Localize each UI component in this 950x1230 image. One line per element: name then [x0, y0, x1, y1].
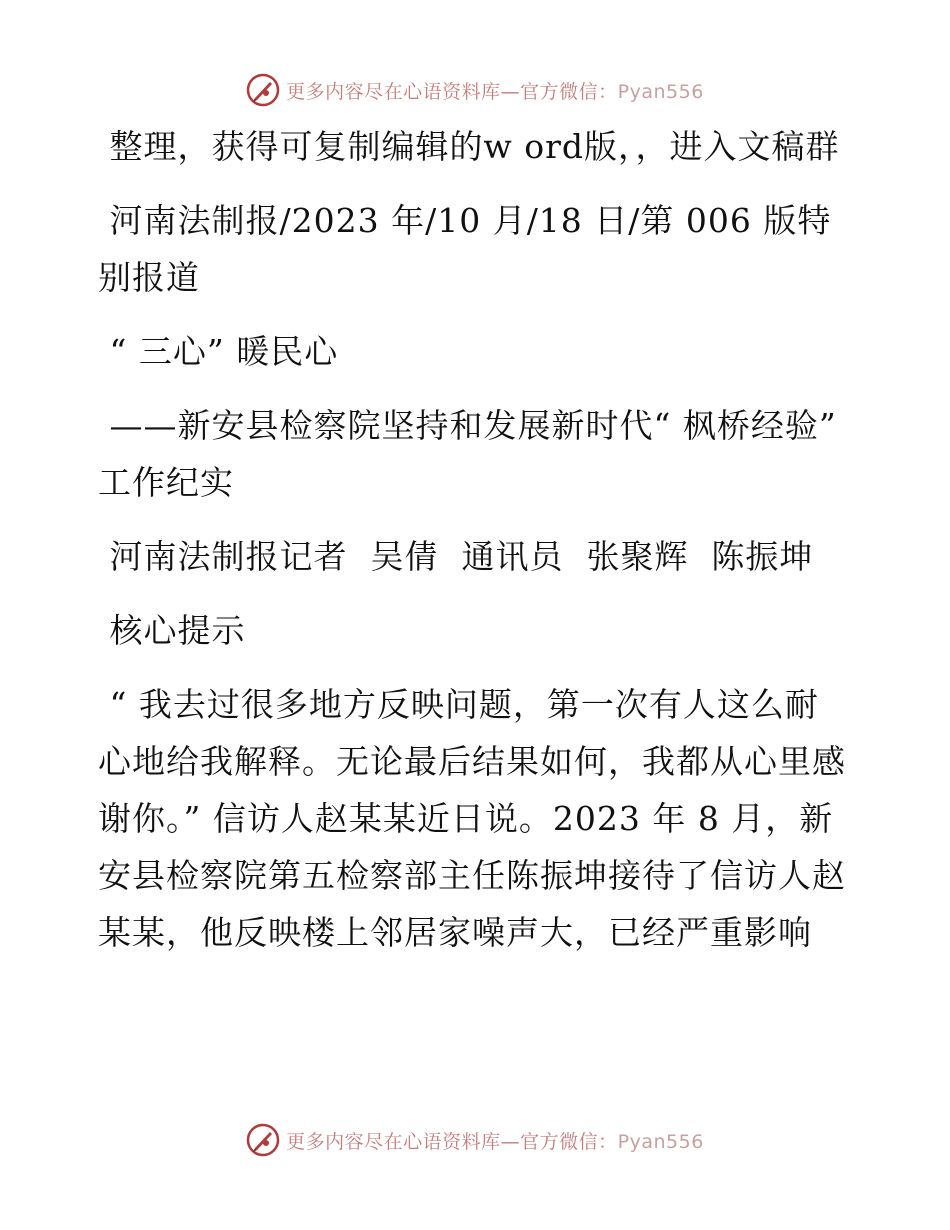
article-subtitle: ——新安县检察院坚持和发展新时代“ 枫桥经验” 工作纪实: [98, 406, 849, 502]
section-heading: 核心提示: [98, 611, 246, 650]
article-byline: 河南法制报记者 吴倩 通讯员 张聚辉 陈振坤: [98, 537, 814, 576]
watermark-wechat-id: Pyan556: [617, 80, 704, 103]
paragraph-body: “ 我去过很多地方反映问题，第一次有人这么耐心地给我解释。无论最后结果如何，我都从心里感谢你。” 信访人赵某某近日说。2023 年 8 月，新安县检察院第五检察部主任陈振坤接待了信访人赵某某，他反映楼上邻居家噪声大，已经严重影响: [98, 685, 846, 952]
paragraph-note: 整理，获得可复制编辑的w ord版，，进入文稿群: [98, 127, 840, 166]
header-watermark: [0, 70, 950, 110]
quill-pen-logo-icon: [246, 1123, 280, 1157]
footer-watermark: [0, 1120, 950, 1160]
document-body: [98, 118, 850, 961]
article-title: “ 三心” 暖民心: [98, 332, 339, 371]
watermark-text: 更多内容尽在心语资料库—官方微信：: [286, 80, 618, 103]
paragraph-source: 河南法制报/2023 年/10 月/18 日/第 006 版特别报道: [98, 201, 832, 297]
quill-pen-logo-icon: [246, 73, 280, 107]
watermark-text: 更多内容尽在心语资料库—官方微信：: [286, 1130, 618, 1153]
watermark-wechat-id: Pyan556: [617, 1130, 704, 1153]
